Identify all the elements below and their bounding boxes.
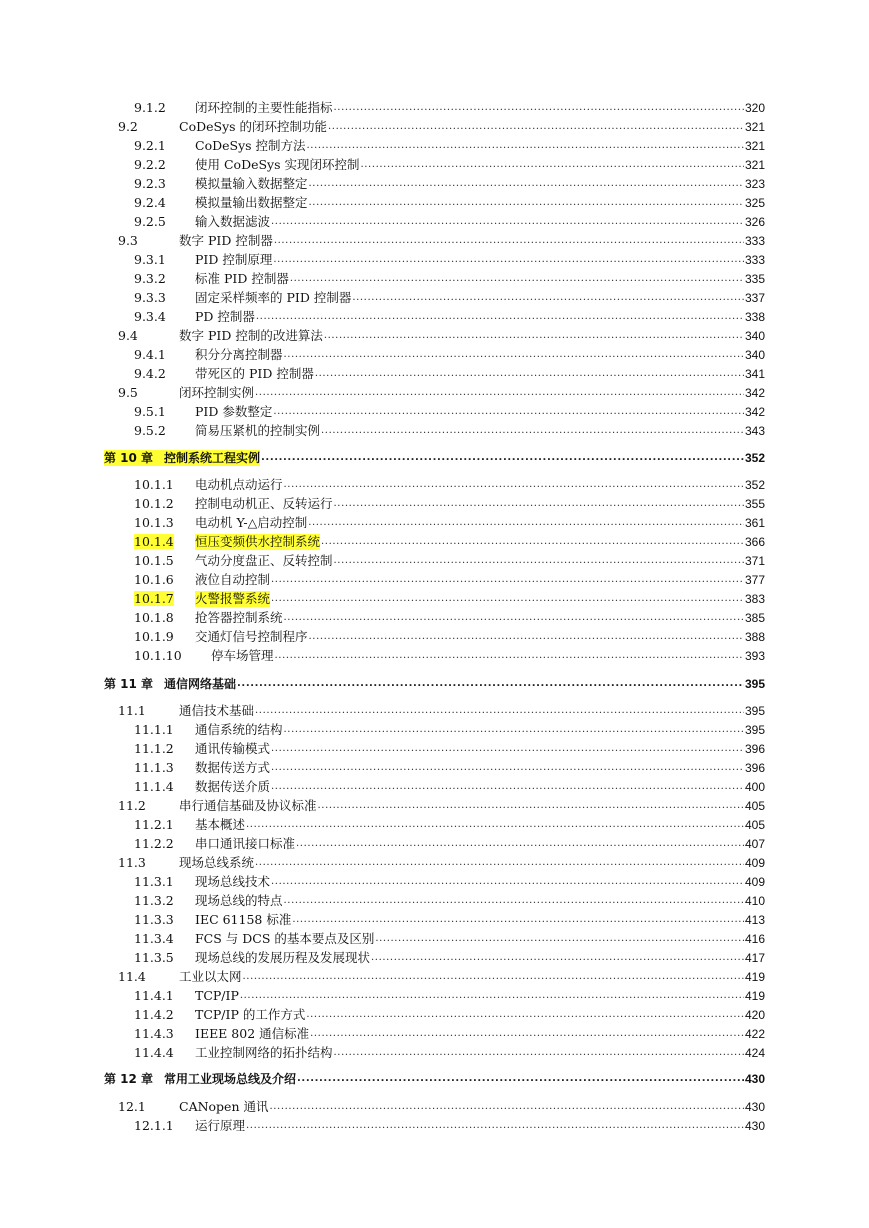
toc-entry-title: CoDeSys 的闭环控制功能 [179, 119, 328, 134]
toc-entry[interactable] [118, 231, 765, 249]
toc-entry[interactable] [118, 383, 765, 401]
toc-entry-number: 10.1.1 [134, 477, 174, 492]
toc-entry-number: 10.1.9 [134, 629, 174, 644]
toc-entry-number: 第 10 章 [104, 451, 154, 465]
toc-entry[interactable] [134, 288, 765, 306]
dot-leader [328, 121, 744, 135]
dot-leader [352, 292, 744, 306]
toc-entry-page-number: 371 [744, 554, 765, 568]
toc-entry-number: 11.4.3 [134, 1026, 174, 1041]
toc-entry-number: 9.1.2 [134, 100, 166, 115]
toc-entry-number: 11.1.4 [134, 779, 174, 794]
toc-entry[interactable] [134, 739, 765, 757]
toc-entry-page-number: 343 [744, 424, 765, 438]
toc-entry-page-number: 366 [744, 535, 765, 549]
toc-entry[interactable] [134, 891, 765, 909]
toc-entry-number: 11.3.3 [134, 912, 174, 927]
toc-entry-number: 9.4.2 [134, 366, 166, 381]
toc-entry-page-number: 321 [744, 120, 765, 134]
dot-leader [271, 216, 744, 230]
toc-entry[interactable] [134, 494, 765, 512]
toc-entry-title: TCP/IP [195, 988, 239, 1003]
toc-entry[interactable] [134, 98, 765, 116]
toc-entry-number: 10.1.5 [134, 553, 174, 568]
dot-leader [271, 743, 744, 757]
dot-leader [273, 254, 744, 268]
toc-entry-title: 积分分离控制器 [195, 347, 283, 362]
dot-leader [271, 574, 744, 588]
toc-entry-page-number: 326 [744, 215, 765, 229]
toc-entry-page-number: 333 [744, 234, 765, 248]
toc-entry-number: 11.4.1 [134, 988, 174, 1003]
dot-leader [274, 235, 744, 249]
toc-entry-title: 通讯传输模式 [195, 741, 271, 756]
toc-entry[interactable] [134, 646, 765, 664]
dot-leader [361, 159, 744, 173]
toc-entry-number: 9.2.2 [134, 157, 166, 172]
dot-leader [255, 387, 744, 401]
toc-entry-page-number: 355 [744, 497, 765, 511]
toc-entry-number: 11.4.2 [134, 1007, 174, 1022]
dot-leader [271, 876, 744, 890]
dot-leader [290, 273, 744, 287]
dot-leader [273, 406, 744, 420]
toc-entry-page-number: 424 [744, 1046, 765, 1060]
toc-entry-number: 9.2.4 [134, 195, 166, 210]
toc-entry-title: 模拟量输出数据整定 [195, 195, 308, 210]
toc-entry[interactable] [134, 551, 765, 569]
toc-entry-page-number: 395 [744, 677, 765, 691]
toc-entry-number: 9.4.1 [134, 347, 166, 362]
dot-leader [271, 762, 744, 776]
dot-leader [246, 1120, 744, 1134]
toc-entry-page-number: 341 [744, 367, 765, 381]
dot-leader [375, 933, 744, 947]
toc-entry-title: 液位自动控制 [195, 572, 271, 587]
toc-entry-page-number: 400 [744, 780, 765, 794]
toc-entry-title: 气动分度盘正、反转控制 [195, 553, 333, 568]
toc-entry-title: 控制系统工程实例 [164, 451, 261, 465]
toc-entry[interactable] [134, 155, 765, 173]
toc-entry-page-number: 396 [744, 761, 765, 775]
toc-entry[interactable] [134, 1024, 765, 1042]
toc-entry-title: 带死区的 PID 控制器 [195, 366, 314, 381]
toc-entry-number: 11.1.2 [134, 741, 174, 756]
toc-entry-page-number: 409 [744, 856, 765, 870]
toc-entry-number: 9.4 [118, 328, 138, 343]
dot-leader [309, 178, 744, 192]
toc-entry[interactable] [134, 269, 765, 287]
toc-entry[interactable] [134, 1043, 765, 1061]
toc-entry[interactable] [134, 1005, 765, 1023]
toc-entry-page-number: 320 [744, 101, 765, 115]
dot-leader [310, 1028, 744, 1042]
toc-entry-number: 10.1.2 [134, 496, 174, 511]
toc-entry-number: 11.3.5 [134, 950, 174, 965]
toc-entry-title: 输入数据滤波 [195, 214, 271, 229]
toc-entry[interactable] [134, 815, 765, 833]
toc-entry-title: 通信网络基础 [164, 677, 237, 691]
dot-leader [284, 724, 744, 738]
toc-entry-title: CoDeSys 控制方法 [195, 138, 306, 153]
toc-entry-page-number: 419 [744, 970, 765, 984]
toc-entry-number: 11.3 [118, 855, 146, 870]
toc-entry-title: 串行通信基础及协议标准 [179, 798, 317, 813]
dot-leader [275, 650, 744, 664]
dot-leader [334, 1047, 744, 1061]
dot-leader [309, 197, 744, 211]
toc-entry-title: 电动机点动运行 [195, 477, 283, 492]
dot-leader [271, 593, 744, 607]
toc-entry[interactable] [134, 986, 765, 1004]
toc-entry-page-number: 385 [744, 611, 765, 625]
dot-leader [318, 800, 744, 814]
toc-entry-title: 模拟量输入数据整定 [195, 176, 308, 191]
toc-entry-page-number: 407 [744, 837, 765, 851]
toc-entry-number: 10.1.8 [134, 610, 174, 625]
toc-entry-title: 电动机 Y-△启动控制 [195, 515, 308, 530]
toc-entry[interactable] [118, 326, 765, 344]
dot-leader [284, 895, 744, 909]
toc-entry[interactable] [118, 1097, 765, 1115]
toc-entry-number: 第 11 章 [104, 677, 154, 691]
toc-entry-number: 11.2 [118, 798, 146, 813]
toc-entry-page-number: 361 [744, 516, 765, 530]
toc-entry-number: 12.1 [118, 1099, 146, 1114]
toc-entry-page-number: 388 [744, 630, 765, 644]
toc-entry-page-number: 340 [744, 348, 765, 362]
dot-leader [256, 311, 744, 325]
toc-entry-page-number: 422 [744, 1027, 765, 1041]
toc-entry-title: 标准 PID 控制器 [195, 271, 289, 286]
toc-entry-title: IEEE 802 通信标准 [195, 1026, 310, 1041]
dot-leader [334, 555, 744, 569]
toc-entry-title: 火警报警系统 [195, 591, 271, 606]
toc-entry-number: 10.1.6 [134, 572, 174, 587]
toc-entry-page-number: 325 [744, 196, 765, 210]
toc-entry-title: 控制电动机正、反转运行 [195, 496, 333, 511]
toc-entry-title: 闭环控制实例 [179, 385, 255, 400]
dot-leader [334, 498, 744, 512]
toc-entry[interactable] [118, 853, 765, 871]
toc-entry-number: 9.3.1 [134, 252, 166, 267]
toc-entry[interactable] [134, 174, 765, 192]
toc-entry-title: 通信技术基础 [179, 703, 255, 718]
toc-entry[interactable] [118, 796, 765, 814]
toc-entry-page-number: 395 [744, 723, 765, 737]
toc-entry[interactable] [134, 250, 765, 268]
toc-entry-number: 11.2.2 [134, 836, 174, 851]
dot-leader [306, 1009, 744, 1023]
toc-entry[interactable] [118, 117, 765, 135]
toc-entry[interactable] [134, 777, 765, 795]
toc-entry-number: 9.5.1 [134, 404, 166, 419]
toc-entry[interactable] [134, 421, 765, 439]
toc-entry-number: 9.5 [118, 385, 138, 400]
dot-leader [315, 368, 744, 382]
toc-entry-title: 常用工业现场总线及介绍 [164, 1072, 297, 1086]
toc-entry[interactable] [134, 532, 765, 550]
toc-chapter-entry[interactable] [104, 448, 765, 466]
toc-entry[interactable] [134, 948, 765, 966]
dot-leader [308, 517, 744, 531]
toc-entry-number: 11.1 [118, 703, 146, 718]
toc-entry-title: 工业以太网 [179, 969, 242, 984]
toc-entry[interactable] [134, 136, 765, 154]
dot-leader [284, 349, 744, 363]
toc-entry-number: 9.3.4 [134, 309, 166, 324]
dot-leader [269, 1101, 743, 1115]
toc-entry-title: PD 控制器 [195, 309, 255, 324]
dot-leader [261, 452, 744, 466]
toc-entry-number: 11.3.4 [134, 931, 174, 946]
toc-entry-number: 10.1.3 [134, 515, 174, 530]
toc-entry-number: 11.1.3 [134, 760, 174, 775]
toc-entry[interactable] [134, 475, 765, 493]
toc-entry-title: 数据传送方式 [195, 760, 271, 775]
toc-entry-page-number: 410 [744, 894, 765, 908]
toc-entry-page-number: 337 [744, 291, 765, 305]
toc-entry-title: 交通灯信号控制程序 [195, 629, 308, 644]
toc-entry-page-number: 430 [744, 1119, 765, 1133]
toc-entry[interactable] [134, 834, 765, 852]
toc-entry-title: 通信系统的结构 [195, 722, 283, 737]
toc-entry[interactable] [134, 212, 765, 230]
toc-entry-page-number: 340 [744, 329, 765, 343]
toc-entry-title: 使用 CoDeSys 实现闭环控制 [195, 157, 360, 172]
toc-entry-title: PID 控制原理 [195, 252, 273, 267]
toc-entry-number: 9.3.2 [134, 271, 166, 286]
toc-entry-page-number: 342 [744, 405, 765, 419]
toc-entry-page-number: 430 [744, 1072, 765, 1086]
toc-entry-title: 抢答器控制系统 [195, 610, 283, 625]
toc-entry[interactable] [134, 402, 765, 420]
toc-entry-title: 运行原理 [195, 1118, 246, 1133]
toc-entry-title: 数据传送介质 [195, 779, 271, 794]
toc-entry-number: 11.1.1 [134, 722, 174, 737]
toc-entry-page-number: 333 [744, 253, 765, 267]
toc-entry-page-number: 420 [744, 1008, 765, 1022]
toc-entry[interactable] [134, 307, 765, 325]
dot-leader [246, 819, 744, 833]
dot-leader [309, 631, 744, 645]
toc-entry-title: 串口通讯接口标准 [195, 836, 296, 851]
toc-entry-title: 恒压变频供水控制系统 [195, 534, 321, 549]
toc-entry-title: 固定采样频率的 PID 控制器 [195, 290, 352, 305]
toc-entry-number: 11.2.1 [134, 817, 174, 832]
toc-entry-page-number: 323 [744, 177, 765, 191]
toc-entry-page-number: 321 [744, 158, 765, 172]
toc-entry-page-number: 430 [744, 1100, 765, 1114]
dot-leader [255, 705, 744, 719]
toc-entry-title: 闭环控制的主要性能指标 [195, 100, 333, 115]
toc-entry-title: 数字 PID 控制器 [179, 233, 273, 248]
toc-entry-number: 9.2.5 [134, 214, 166, 229]
dot-leader [284, 612, 744, 626]
toc-entry-page-number: 383 [744, 592, 765, 606]
toc-entry-page-number: 393 [744, 649, 765, 663]
toc-entry-page-number: 409 [744, 875, 765, 889]
dot-leader [371, 952, 744, 966]
dot-leader [324, 330, 744, 344]
toc-entry-page-number: 413 [744, 913, 765, 927]
toc-entry-page-number: 405 [744, 799, 765, 813]
toc-entry[interactable] [134, 345, 765, 363]
toc-entry-number: 10.1.7 [134, 591, 174, 606]
dot-leader [271, 781, 744, 795]
toc-entry-title: TCP/IP 的工作方式 [195, 1007, 306, 1022]
toc-entry[interactable] [134, 929, 765, 947]
toc-entry-title: PID 参数整定 [195, 404, 273, 419]
dot-leader [321, 425, 744, 439]
toc-entry[interactable] [134, 513, 765, 531]
toc-entry-number: 11.3.2 [134, 893, 174, 908]
dot-leader [284, 479, 744, 493]
toc-entry[interactable] [134, 1116, 765, 1134]
toc-entry-number: 10.1.10 [134, 648, 182, 663]
toc-entry-number: 11.4.4 [134, 1045, 174, 1060]
toc-entry[interactable] [134, 720, 765, 738]
toc-entry-page-number: 352 [744, 451, 765, 465]
dot-leader [255, 857, 744, 871]
toc-entry[interactable] [134, 589, 765, 607]
toc-entry-page-number: 396 [744, 742, 765, 756]
toc-entry-page-number: 419 [744, 989, 765, 1003]
toc-entry-page-number: 338 [744, 310, 765, 324]
toc-entry[interactable] [118, 967, 765, 985]
toc-entry-number: 11.3.1 [134, 874, 174, 889]
dot-leader [237, 678, 744, 692]
toc-chapter-entry[interactable] [104, 1069, 765, 1087]
toc-entry-number: 11.4 [118, 969, 146, 984]
toc-entry-title: 数字 PID 控制的改进算法 [179, 328, 323, 343]
toc-entry-page-number: 342 [744, 386, 765, 400]
toc-entry-page-number: 377 [744, 573, 765, 587]
toc-entry[interactable] [134, 570, 765, 588]
toc-entry[interactable] [134, 872, 765, 890]
toc-entry[interactable] [118, 701, 765, 719]
dot-leader [321, 536, 744, 550]
toc-entry-title: 现场总线系统 [179, 855, 255, 870]
toc-entry-number: 9.3.3 [134, 290, 166, 305]
dot-leader [292, 914, 744, 928]
toc-entry-title: 停车场管理 [211, 648, 274, 663]
toc-entry-title: 现场总线的特点 [195, 893, 283, 908]
toc-entry[interactable] [134, 608, 765, 626]
dot-leader [296, 838, 744, 852]
toc-entry-title: IEC 61158 标准 [195, 912, 292, 927]
toc-entry-page-number: 321 [744, 139, 765, 153]
toc-entry[interactable] [134, 627, 765, 645]
toc-entry-number: 第 12 章 [104, 1072, 154, 1086]
dot-leader [243, 971, 744, 985]
toc-entry-number: 9.2.3 [134, 176, 166, 191]
toc-entry-title: CANopen 通讯 [179, 1099, 269, 1114]
toc-entry[interactable] [134, 364, 765, 382]
dot-leader [334, 102, 744, 116]
toc-entry-page-number: 352 [744, 478, 765, 492]
dot-leader [297, 1073, 744, 1087]
toc-entry[interactable] [134, 758, 765, 776]
toc-entry-number: 9.3 [118, 233, 138, 248]
toc-entry-page-number: 417 [744, 951, 765, 965]
toc-entry-title: 简易压紧机的控制实例 [195, 423, 321, 438]
toc-entry-number: 10.1.4 [134, 534, 174, 549]
toc-entry-page-number: 416 [744, 932, 765, 946]
toc-entry-title: 基本概述 [195, 817, 246, 832]
toc-entry-number: 9.5.2 [134, 423, 166, 438]
toc-entry-title: FCS 与 DCS 的基本要点及区别 [195, 931, 375, 946]
toc-entry-page-number: 405 [744, 818, 765, 832]
toc-chapter-entry[interactable] [104, 674, 765, 692]
toc-entry-title: 现场总线技术 [195, 874, 271, 889]
toc-entry-page-number: 395 [744, 704, 765, 718]
toc-entry-page-number: 335 [744, 272, 765, 286]
dot-leader [240, 990, 744, 1004]
toc-entry-title: 现场总线的发展历程及发展现状 [195, 950, 371, 965]
toc-entry-number: 12.1.1 [134, 1118, 174, 1133]
dot-leader [307, 140, 744, 154]
toc-entry-title: 工业控制网络的拓扑结构 [195, 1045, 333, 1060]
toc-entry-number: 9.2 [118, 119, 138, 134]
toc-entry[interactable] [134, 910, 765, 928]
toc-entry[interactable] [134, 193, 765, 211]
toc-entry-number: 9.2.1 [134, 138, 166, 153]
